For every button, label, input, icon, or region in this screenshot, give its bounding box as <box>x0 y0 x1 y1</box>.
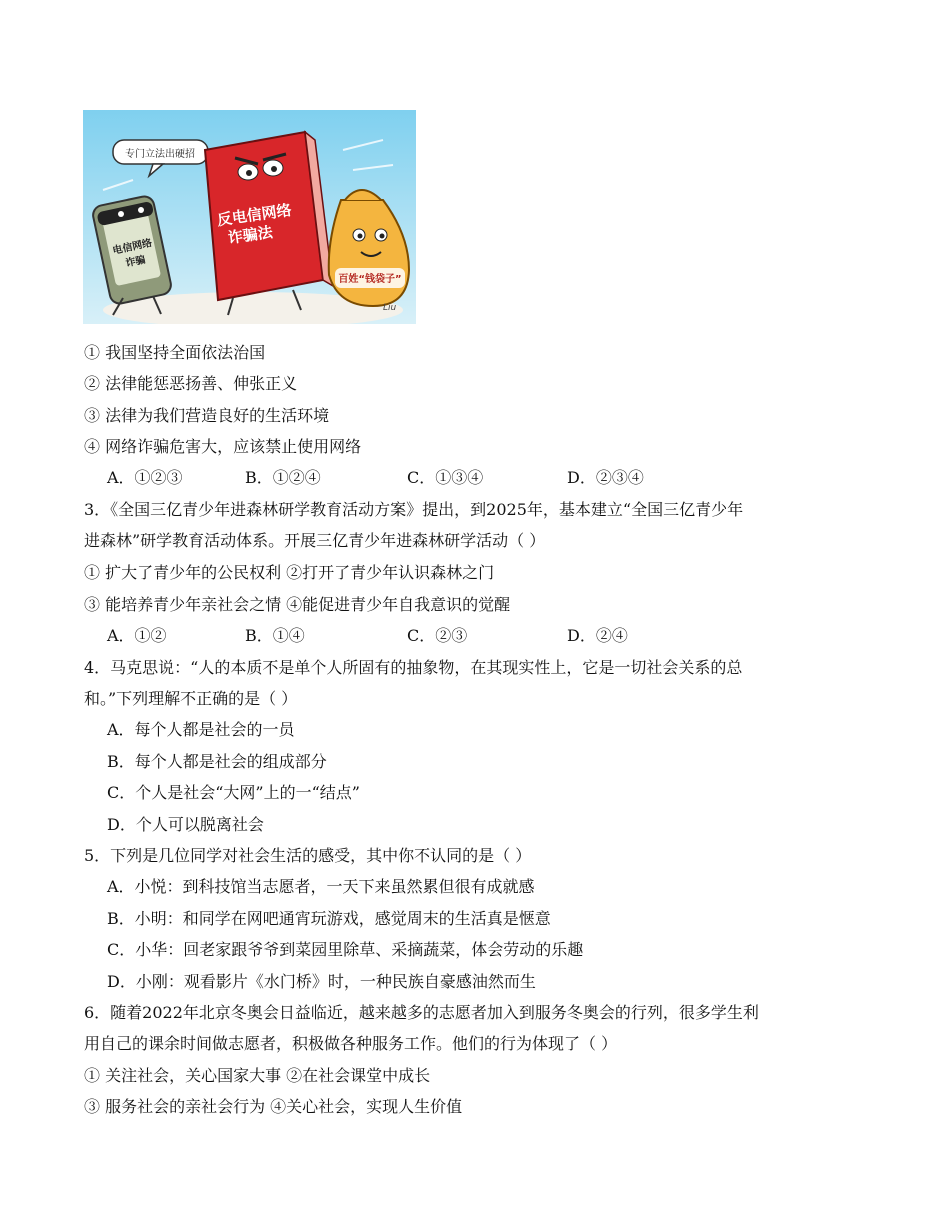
q2-statement-3: ③ 法律为我们营造良好的生活环境 <box>84 406 330 425</box>
q3-option-a[interactable]: A．①② <box>107 626 167 645</box>
svg-text:诈骗法: 诈骗法 <box>226 223 274 248</box>
q3-statements-line-2: ③ 能培养青少年亲社会之情 ④能促进青少年自我意识的觉醒 <box>84 595 511 614</box>
q4-option-a[interactable]: A．每个人都是社会的一员 <box>107 720 295 739</box>
q4-stem-line-2: 和。”下列理解不正确的是（ ） <box>84 689 298 708</box>
artist-signature: Liu <box>383 303 397 313</box>
q4-option-b[interactable]: B．每个人都是社会的组成部分 <box>107 752 327 771</box>
q6-stem-line-2: 用自己的课余时间做志愿者，积极做各种服务工作。他们的行为体现了（ ） <box>84 1034 618 1053</box>
q2-statement-2: ② 法律能惩恶扬善、伸张正义 <box>84 374 298 393</box>
svg-text:反电信网络: 反电信网络 <box>215 200 293 230</box>
q5-option-b[interactable]: B．小明：和同学在网吧通宵玩游戏，感觉周末的生活真是惬意 <box>107 909 551 928</box>
q4-option-c[interactable]: C．个人是社会“大网”上的一“结点” <box>107 783 360 802</box>
q5-option-c[interactable]: C．小华：回老家跟爷爷到菜园里除草、采摘蔬菜，体会劳动的乐趣 <box>107 940 584 959</box>
q2-statement-4: ④ 网络诈骗危害大，应该禁止使用网络 <box>84 437 362 456</box>
q3-stem-line-2: 进森林”研学教育活动体系。开展三亿青少年进森林研学活动（ ） <box>84 531 546 550</box>
q2-option-d[interactable]: D．②③④ <box>567 468 644 487</box>
q3-option-c[interactable]: C．②③ <box>407 626 468 645</box>
q3-statements-line-1: ① 扩大了青少年的公民权利 ②打开了青少年认识森林之门 <box>84 563 495 582</box>
q6-stem-line-1: 6．随着2022年北京冬奥会日益临近，越来越多的志愿者加入到服务冬奥会的行列，很多学生利 <box>84 1003 759 1022</box>
q4-stem-line-1: 4．马克思说：“人的本质不是单个人所固有的抽象物，在其现实性上，它是一切社会关系的总 <box>84 658 743 677</box>
q2-option-b[interactable]: B．①②④ <box>245 468 321 487</box>
svg-text:百姓“钱袋子”: 百姓“钱袋子” <box>338 274 402 285</box>
q6-statements-line-1: ① 关注社会，关心国家大事 ②在社会课堂中成长 <box>84 1066 431 1085</box>
q4-option-d[interactable]: D．个人可以脱离社会 <box>107 815 264 834</box>
q5-stem: 5．下列是几位同学对社会生活的感受，其中你不认同的是（ ） <box>84 846 532 865</box>
q2-option-c[interactable]: C．①③④ <box>407 468 484 487</box>
q5-option-a[interactable]: A．小悦：到科技馆当志愿者，一天下来虽然累但很有成就感 <box>107 877 535 896</box>
q3-option-d[interactable]: D．②④ <box>567 626 628 645</box>
svg-text:专门立法出硬招: 专门立法出硬招 <box>125 149 195 160</box>
svg-text:诈骗: 诈骗 <box>124 254 147 270</box>
q2-option-a[interactable]: A．①②③ <box>107 468 183 487</box>
q3-stem-line-1: 3．《全国三亿青少年进森林研学教育活动方案》提出，到2025年，基本建立“全国三亿青少年 <box>84 500 744 519</box>
svg-text:电信网络: 电信网络 <box>111 237 154 257</box>
q2-statement-1: ① 我国坚持全面依法治国 <box>84 343 266 362</box>
anti-fraud-law-cartoon <box>83 110 416 324</box>
q3-option-b[interactable]: B．①④ <box>245 626 305 645</box>
q5-option-d[interactable]: D．小刚：观看影片《水门桥》时，一种民族自豪感油然而生 <box>107 972 536 991</box>
q6-statements-line-2: ③ 服务社会的亲社会行为 ④关心社会，实现人生价值 <box>84 1097 463 1116</box>
